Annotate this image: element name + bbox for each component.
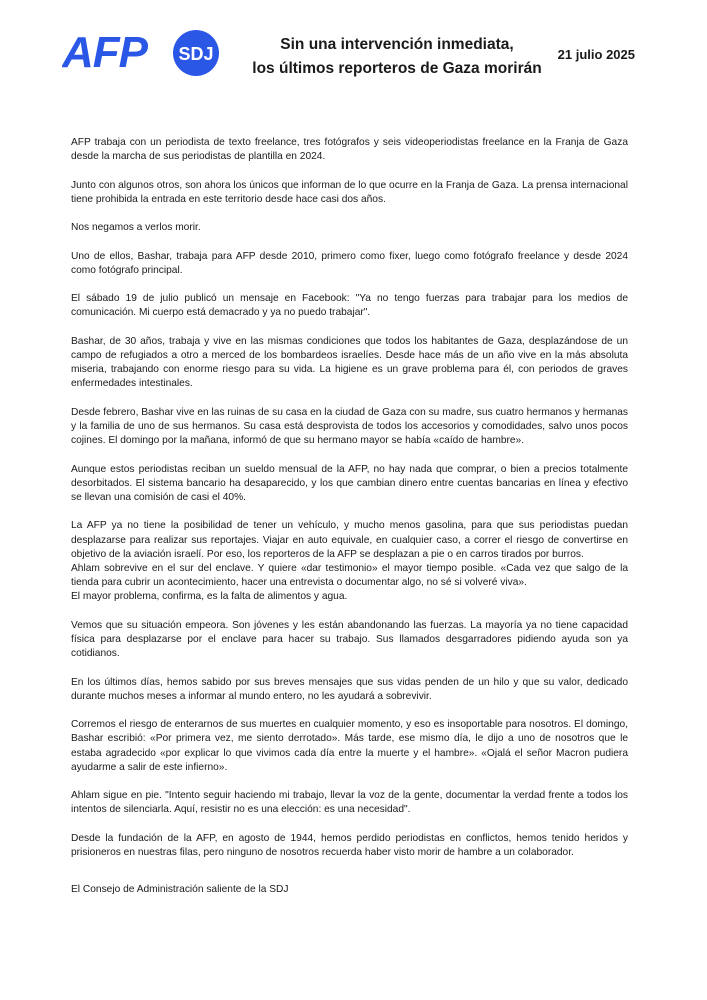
paragraph: El sábado 19 de julio publicó un mensaje en Facebook: "Ya no tengo fuerzas para trabajar para los medios de comunicación. Mi cuerpo está demacrado y ya no puedo trabajar". <box>71 293 628 319</box>
afp-logo-text: AFP <box>62 29 147 77</box>
paragraph: Uno de ellos, Bashar, trabaja para AFP desde 2010, primero como fixer, luego como fotógrafo freelance y desde 2024 como fotógrafo principal. <box>71 250 628 276</box>
paragraph: Bashar, de 30 años, trabaja y vive en las mismas condiciones que todos los habitantes de Gaza, desplazándose de un campo de refugiados a otro a merced de los bombardeos israelíes. Desde hace más de un año vive en la más absoluta miseria, trabajando con enorme riesgo para su vida. La higiene es un grave problema para él, con periodos de graves enfermedades intestinales. <box>71 335 628 390</box>
title-line-2: los últimos reporteros de Gaza morirán <box>252 60 542 77</box>
paragraph: Ahlam sobrevive en el sur del enclave. Y quiere «dar testimonio» el mayor tiempo posible. «Cada vez que salgo de la tienda para cubrir un acontecimiento, hacer una entrevista o documentar algo, no sé si volveré viva». <box>71 562 628 589</box>
paragraph: Corremos el riesgo de enterarnos de sus muertes en cualquier momento, y eso es insoportable para nosotros. El domingo, Bashar escribió: «Por primera vez, me siento derrotado». Más tarde, ese mismo día, le dijo a uno de nosotros que le estaba agradecido «por explicar lo que vivimos cada día entre la muerte y el hambre». «Ojalá el señor Macron pudiera ayudarme a salir de este infierno». <box>71 719 628 773</box>
paragraph: Junto con algunos otros, son ahora los únicos que informan de lo que ocurre en la Franja de Gaza. La prensa internacional tiene prohibida la entrada en este territorio desde hace casi dos años. <box>71 179 628 205</box>
sdj-logo-badge: SDJ <box>178 44 214 64</box>
paragraph: Vemos que su situación empeora. Son jóvenes y les están abandonando las fuerzas. La mayoría ya no tiene capacidad física para desplazarse por el enclave para hacer su trabajo. Sus llamados desgarradores pidiendo ayuda son ya cotidianos. <box>71 619 628 660</box>
paragraph: AFP trabaja con un periodista de texto freelance, tres fotógrafos y seis videoperiodistas freelance en la Franja de Gaza desde la marcha de sus periodistas de plantilla en 2024. <box>71 137 628 163</box>
paragraph: Desde febrero, Bashar vive en las ruinas de su casa en la ciudad de Gaza con su madre, sus cuatro hermanos y hermanas y la familia de uno de sus hermanos. Su casa está desprovista de todos los accesorios y comodidades, salvo unos pocos cojines. El domingo por la mañana, informó de que su hermano mayor se había «caído de hambre». <box>71 406 628 447</box>
document-title <box>232 33 562 81</box>
paragraph: El mayor problema, confirma, es la falta de alimentos y agua. <box>71 591 348 603</box>
document-body <box>71 136 628 874</box>
signature: El Consejo de Administración saliente de la SDJ <box>71 884 289 895</box>
afp-sdj-logo <box>62 29 222 77</box>
paragraph: Aunque estos periodistas reciban un sueldo mensual de la AFP, no hay nada que comprar, o bien a precios totalmente desorbitados. El sistema bancario ha desaparecido, y los que cambian dinero entre cuentas bancarias en línea y efectivo se llevan una comisión de casi el 40%. <box>71 463 628 503</box>
paragraph: En los últimos días, hemos sabido por sus breves mensajes que sus vidas penden de un hilo y que su valor, dedicado durante muchos meses a informar al mundo entero, no les ayudará a sobrevivir. <box>71 676 628 702</box>
document-date: 21 julio 2025 <box>557 47 635 62</box>
paragraph: Ahlam sigue en pie. "Intento seguir haciendo mi trabajo, llevar la voz de la gente, documentar la verdad frente a todos los intentos de silenciarla. Aquí, resistir no es una elección: es una necesidad". <box>71 790 628 816</box>
title-line-1: Sin una intervención inmediata, <box>280 36 514 53</box>
paragraph: Nos negamos a verlos morir. <box>71 222 201 234</box>
paragraph: Desde la fundación de la AFP, en agosto de 1944, hemos perdido periodistas en conflictos, hemos tenido heridos y prisioneros en nuestras filas, pero ninguno de nosotros recuerda haber visto morir de hambre a un colaborador. <box>71 832 628 858</box>
paragraph: La AFP ya no tiene la posibilidad de tener un vehículo, y mucho menos gasolina, para que sus periodistas puedan desplazarse para realizar sus reportajes. Viajar en auto equivale, en cualquier caso, a correr el riesgo de convertirse en objetivo de la aviación israelí. Por eso, los reporteros de la AFP se desplazan a pie o en carros tirados por burros. <box>71 520 628 560</box>
